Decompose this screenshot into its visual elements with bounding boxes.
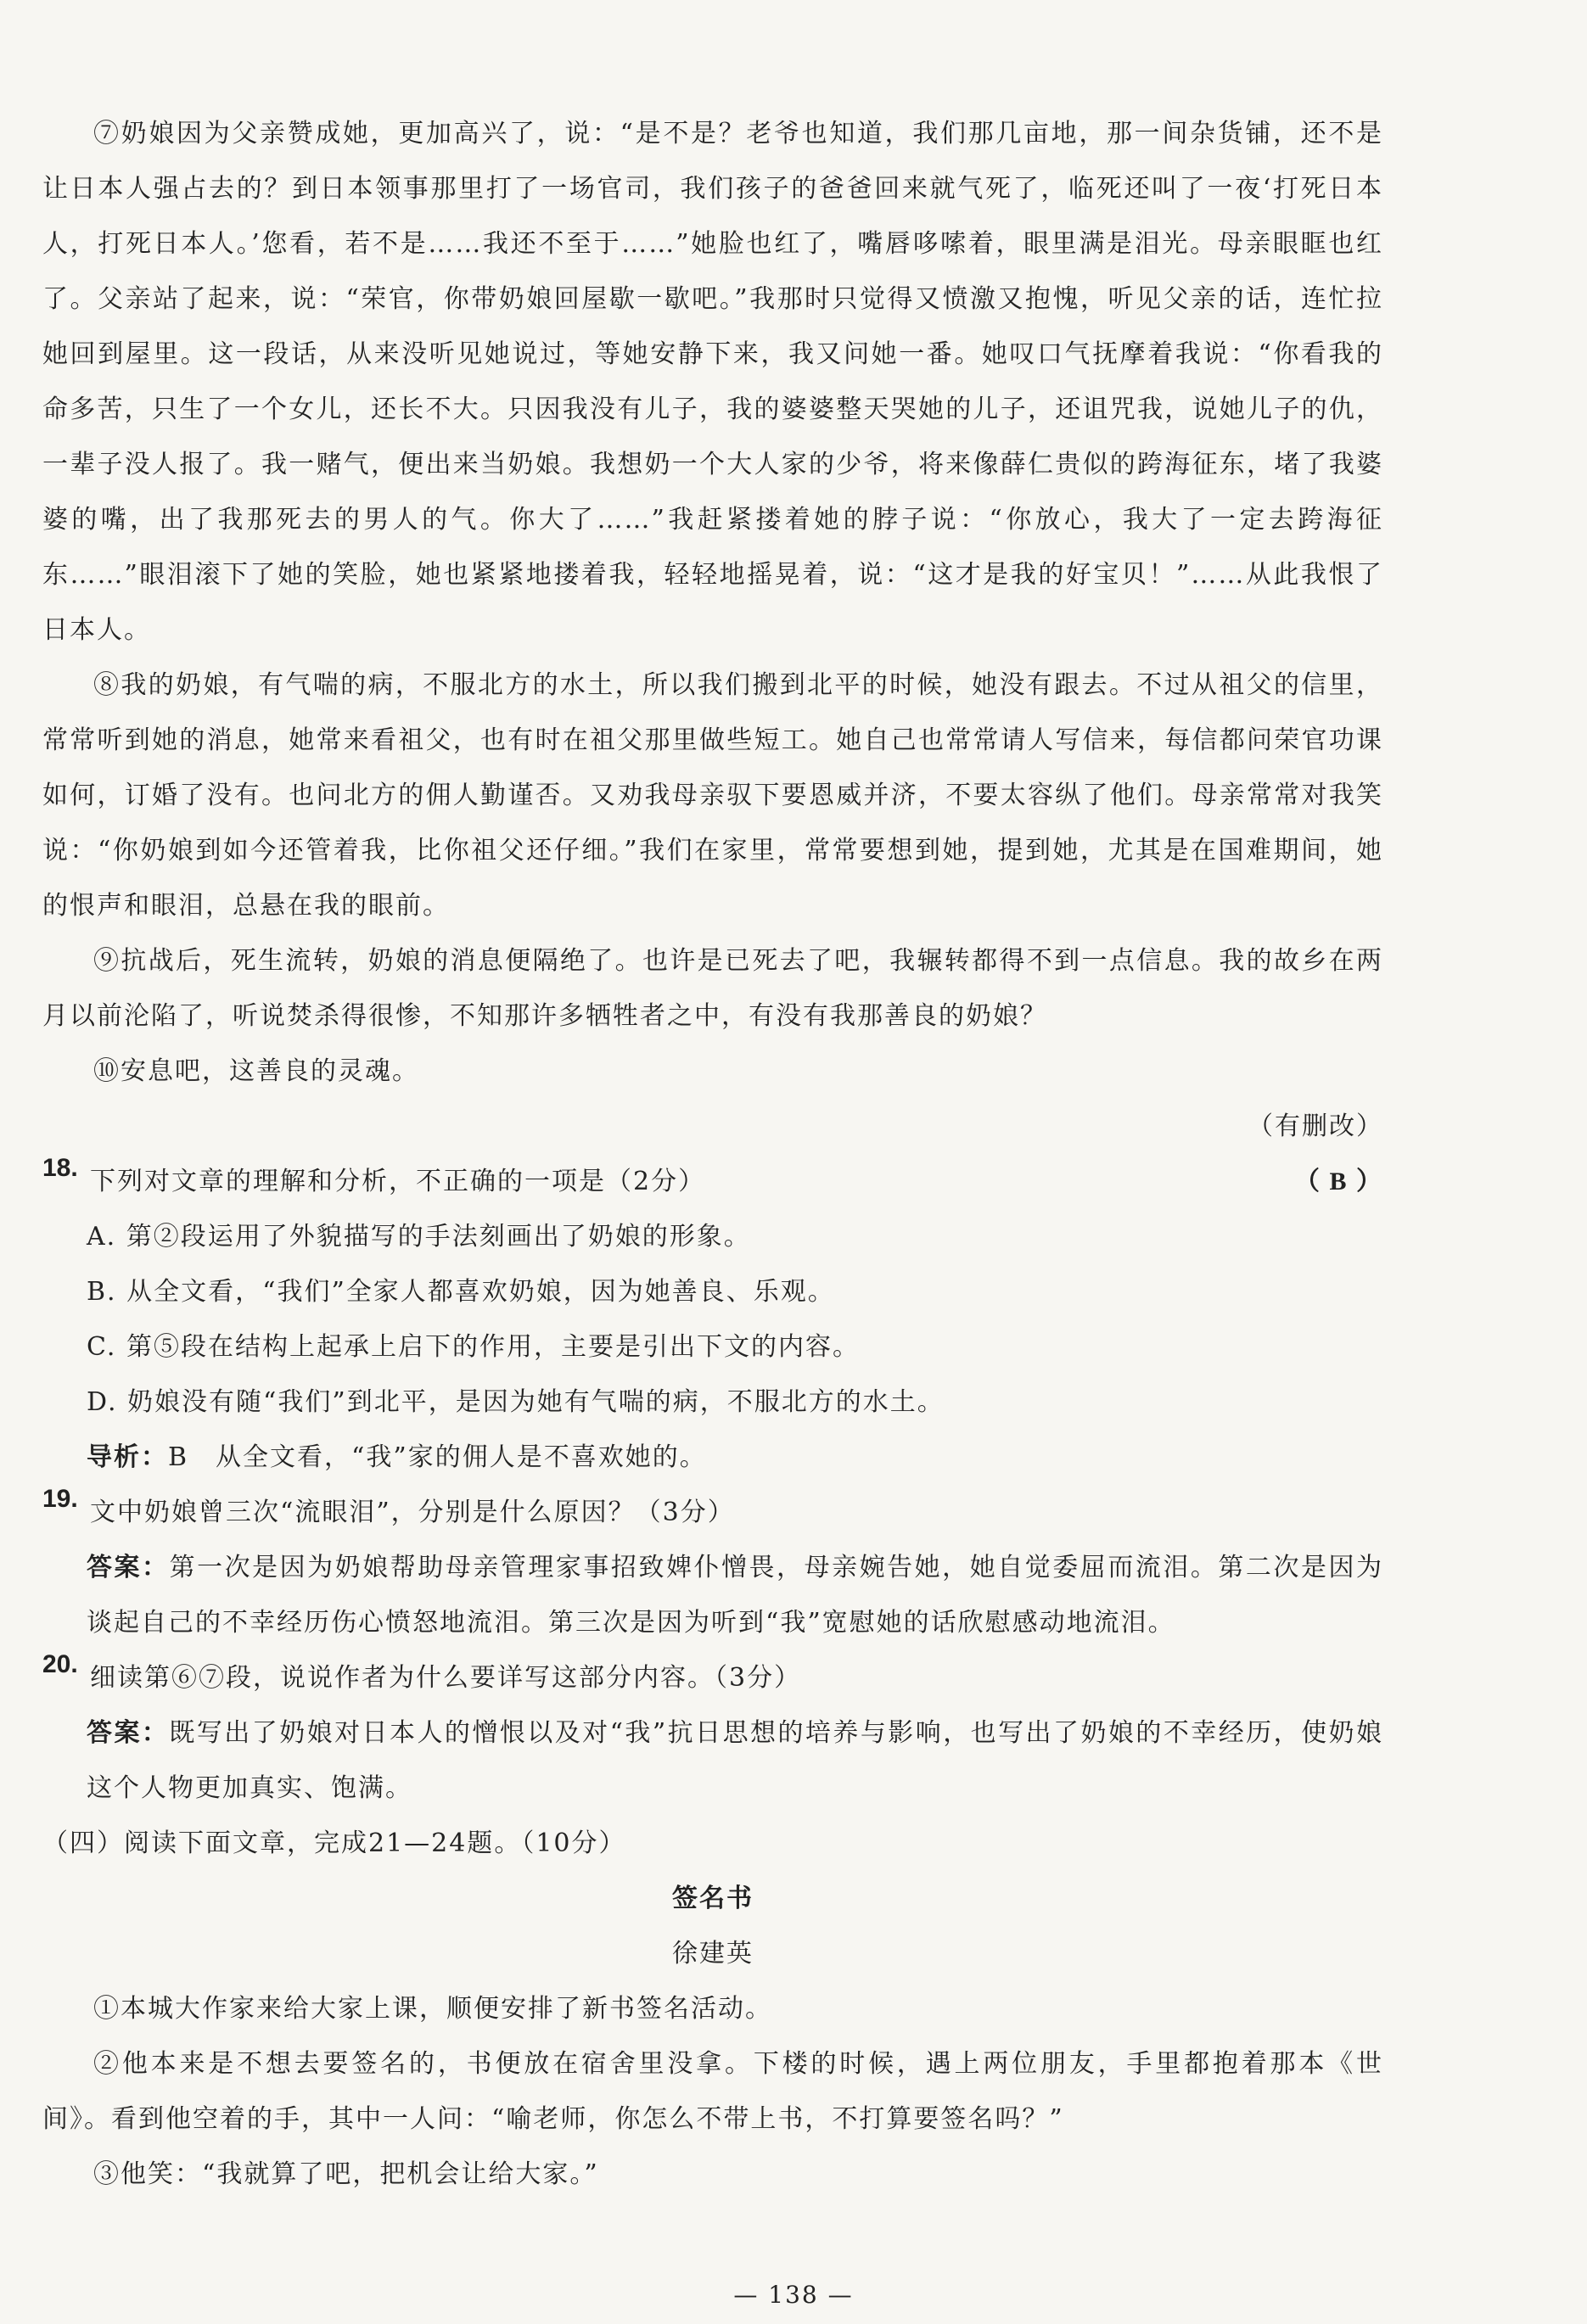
article-author: 徐建英 [672,1939,754,1968]
question-20 [42,1650,1383,1705]
answer-20 [42,1705,1383,1816]
option-a: A. 第②段运用了外貌描写的手法刻画出了奶娘的形象。 [87,1222,751,1252]
question-number: 18. [42,1154,78,1182]
article-paragraph-3: ③他笑：“我就算了吧，把机会让给大家。” [93,2159,599,2189]
article-paragraph-2: ②他本来是不想去要签名的，书便放在宿舍里没拿。下楼的时候，遇上两位朋友，手里都抱着那本《世间》。看到他空着的手，其中一人问：“喻老师，你怎么不带上书，不打算要签名吗？” [42,2049,1383,2134]
option-c: C. 第⑤段在结构上起承上启下的作用，主要是引出下文的内容。 [87,1332,860,1362]
paragraph-7: ⑦奶娘因为父亲赞成她，更加高兴了，说：“是不是？老爷也知道，我们那几亩地，那一间杂货铺，还不是让日本人强占去的？到日本领事那里打了一场官司，我们孩子的爸爸回来就气死了，临死还叫了一夜‘打死日本人，打死日本人。’您看，若不是……我还不至于……”她脸也红了，嘴唇哆嗦着，眼里满是泪光。母亲眼眶也红了。父亲站了起来，说：“荣官，你带奶娘回屋歇一歇吧。”我那时只觉得又愤激又抱愧，听见父亲的话，连忙拉她回到屋里。这一段话，从来没听见她说过，等她安静下来，我又问她一番。她叹口气抚摩着我说：“你看我的命多苦，只生了一个女儿，还长不大。只因我没有儿子，我的婆婆整天哭她的儿子，还诅咒我，说她儿子的仇，一辈子没人报了。我一赌气，便出来当奶娘。我想奶一个大人家的少爷，将来像薛仁贵似的跨海征东，堵了我婆婆的嘴，出了我那死去的男人的气。你大了……”我赶紧搂着她的脖子说：“你放心，我大了一定去跨海征东……”眼泪滚下了她的笑脸，她也紧紧地搂着我，轻轻地摇晃着，说：“这才是我的好宝贝！”……从此我恨了日本人。 [42,119,1383,645]
question-19 [42,1485,1383,1540]
guide-analysis [42,1430,1383,1485]
option-b: B. 从全文看，“我们”全家人都喜欢奶娘，因为她善良、乐观。 [87,1277,835,1307]
answer-label: 答案： [87,1554,170,1582]
page-number: — 138 — [733,2281,854,2309]
paragraph-8: ⑧我的奶娘，有气喘的病，不服北方的水土，所以我们搬到北平的时候，她没有跟去。不过从祖父的信里，常常听到她的消息，她常来看祖父，也有时在祖父那里做些短工。她自己也常常请人写信来，每信都问荣官功课如何，订婚了没有。也问北方的佣人勤谨否。又劝我母亲驭下要恩威并济，不要太容纵了他们。母亲常常对我笑说：“你奶娘到如今还管着我，比你祖父还仔细。”我们在家里，常常要想到她，提到她，尤其是在国难期间，她的恨声和眼泪，总悬在我的眼前。 [42,670,1383,921]
answer-text: 第一次是因为奶娘帮助母亲管理家事招致婢仆憎畏，母亲婉告她，她自觉委屈而流泪。第二次是因为谈起自己的不幸经历伤心愤怒地流泪。第三次是因为听到“我”宽慰她的话欣慰感动地流泪。 [87,1553,1384,1638]
answer-label: 答案： [87,1719,170,1747]
question-stem: 细读第⑥⑦段，说说作者为什么要详写这部分内容。（3分） [90,1663,802,1693]
guide-label: 导析： [87,1443,168,1471]
answer-bracket: （ B ） [1293,1168,1383,1196]
question-number: 20. [42,1650,78,1678]
answer-text: 既写出了奶娘对日本人的憎恨以及对“我”抗日思想的培养与影响，也写出了奶娘的不幸经历，使奶娘这个人物更加真实、饱满。 [87,1718,1383,1803]
paragraph-9: ⑨抗战后，死生流转，奶娘的消息便隔绝了。也许是已死去了吧，我辗转都得不到一点信息。我的故乡在两月以前沦陷了，听说焚杀得很惨，不知那许多牺牲者之中，有没有我那善良的奶娘？ [42,946,1383,1031]
article-paragraph-1: ①本城大作家来给大家上课，顺便安排了新书签名活动。 [93,1994,772,2024]
option-d: D. 奶娘没有随“我们”到北平，是因为她有气喘的病，不服北方的水土。 [87,1387,945,1417]
paragraph-10: ⑩安息吧，这善良的灵魂。 [93,1056,419,1086]
question-stem: 下列对文章的理解和分析，不正确的一项是（2分） [90,1167,706,1196]
question-18 [42,1154,1383,1209]
guide-text: B 从全文看，“我”家的佣人是不喜欢她的。 [168,1442,707,1472]
content-column [42,106,1383,2202]
question-stem: 文中奶娘曾三次“流眼泪”，分别是什么原因？（3分） [90,1498,735,1527]
section-heading: （四）阅读下面文章，完成21—24题。（10分） [42,1828,626,1858]
article-title: 签名书 [672,1884,754,1912]
answer-19 [42,1540,1383,1650]
question-number: 19. [42,1485,78,1513]
source-note: （有删改） [1248,1112,1383,1141]
